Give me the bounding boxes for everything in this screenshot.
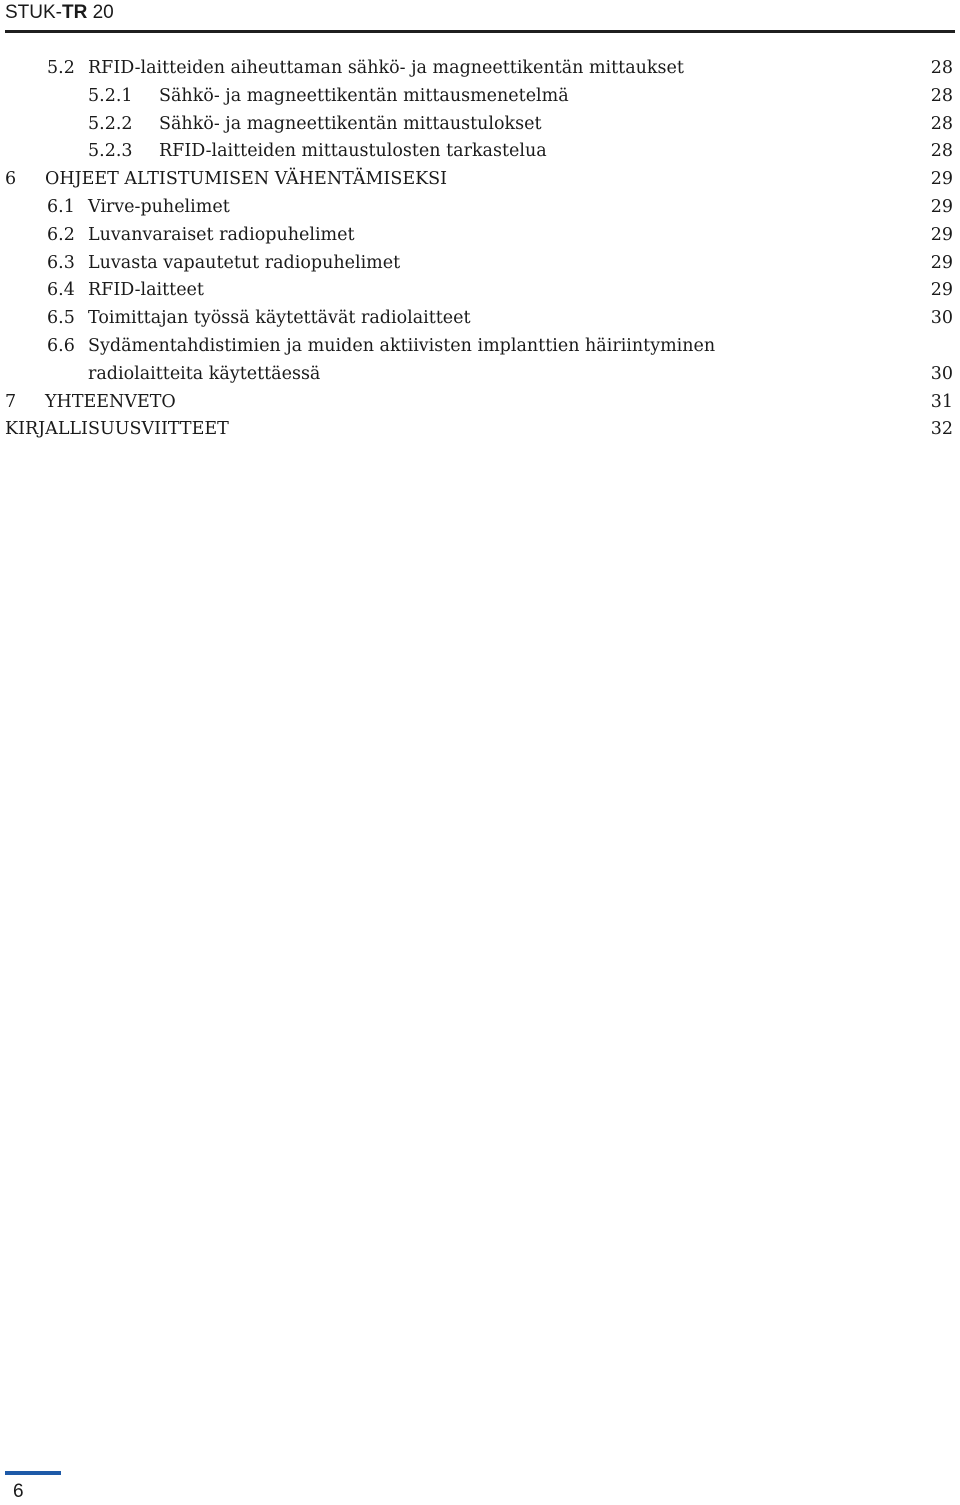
toc-entry[interactable] (0, 389, 960, 417)
toc-entry[interactable] (0, 333, 960, 361)
toc-entry[interactable] (0, 277, 960, 305)
toc-entry-title: Luvasta vapautetut radiopuhelimet (88, 252, 401, 273)
toc-entry[interactable] (0, 166, 960, 194)
toc-entry-page: 28 (930, 141, 953, 162)
toc-entry-title: YHTEENVETO (45, 391, 176, 412)
toc-entry-page: 30 (930, 363, 953, 384)
footer-accent-rule (5, 1471, 61, 1475)
toc-entry-page: 32 (930, 419, 953, 440)
toc-entry-title: RFID-laitteet (88, 280, 204, 301)
toc-entry[interactable] (0, 194, 960, 222)
page-number: 6 (13, 1481, 24, 1502)
toc-entry-number: 5.2.1 (88, 85, 133, 106)
toc-entry[interactable] (0, 305, 960, 333)
toc-entry-title: radiolaitteita käytettäessä (88, 363, 321, 384)
toc-entry-number: 6.4 (47, 280, 75, 301)
toc-entry-number: 7 (5, 391, 17, 412)
toc-entry-page: 29 (930, 169, 953, 190)
toc-entry[interactable] (0, 222, 960, 250)
toc-entry-title: Virve-puhelimet (88, 196, 230, 217)
running-header (5, 1, 114, 25)
toc-entry-number: 6.5 (47, 308, 75, 329)
toc-entry-page: 30 (930, 308, 953, 329)
toc-entry-page: 28 (930, 85, 953, 106)
header-report-number: 20 (87, 2, 114, 23)
toc-entry-number: 6.3 (47, 252, 75, 273)
header-report-type: TR (62, 2, 88, 23)
toc-entry-title: Toimittajan työssä käytettävät radiolaitteet (88, 308, 471, 329)
toc-entry-title: RFID-laitteiden aiheuttaman sähkö- ja magneettikentän mittaukset (88, 58, 684, 78)
toc-entry-number: 5.2 (47, 58, 75, 78)
toc-entry[interactable] (0, 250, 960, 278)
toc-entry-page: 31 (930, 391, 953, 412)
toc-entry-page: 29 (930, 252, 953, 273)
toc-entry-title: OHJEET ALTISTUMISEN VÄHENTÄMISEKSI (45, 169, 448, 190)
toc-entry-page: 28 (930, 58, 953, 78)
toc-entry-title: Luvanvaraiset radiopuhelimet (88, 224, 355, 245)
toc-entry-number: 6.2 (47, 224, 75, 245)
table-of-contents (0, 55, 960, 444)
toc-entry-title: Sähkö- ja magneettikentän mittausmenetelmä (159, 85, 569, 106)
toc-entry-page: 29 (930, 280, 953, 301)
toc-entry[interactable] (0, 416, 960, 444)
toc-entry-page: 28 (930, 113, 953, 134)
toc-entry-title: RFID-laitteiden mittaustulosten tarkastelua (159, 141, 547, 162)
toc-entry-number: 5.2.3 (88, 141, 133, 162)
toc-entry-title: Sähkö- ja magneettikentän mittaustulokset (159, 113, 542, 134)
toc-entry-continuation[interactable] (0, 361, 960, 389)
header-rule (5, 30, 955, 33)
toc-entry[interactable] (0, 55, 960, 83)
toc-entry-number: 6.6 (47, 335, 75, 356)
toc-entry[interactable] (0, 138, 960, 166)
header-series: STUK- (5, 2, 62, 23)
toc-entry-page: 29 (930, 196, 953, 217)
toc-entry-number: 5.2.2 (88, 113, 133, 134)
toc-entry-title: Sydämentahdistimien ja muiden aktiivisten implanttien häiriintyminen (88, 335, 716, 356)
toc-entry-title: KIRJALLISUUSVIITTEET (5, 419, 229, 440)
toc-entry-number: 6 (5, 169, 17, 190)
toc-entry-page: 29 (930, 224, 953, 245)
toc-entry[interactable] (0, 83, 960, 111)
toc-entry-number: 6.1 (47, 196, 75, 217)
toc-entry[interactable] (0, 111, 960, 139)
